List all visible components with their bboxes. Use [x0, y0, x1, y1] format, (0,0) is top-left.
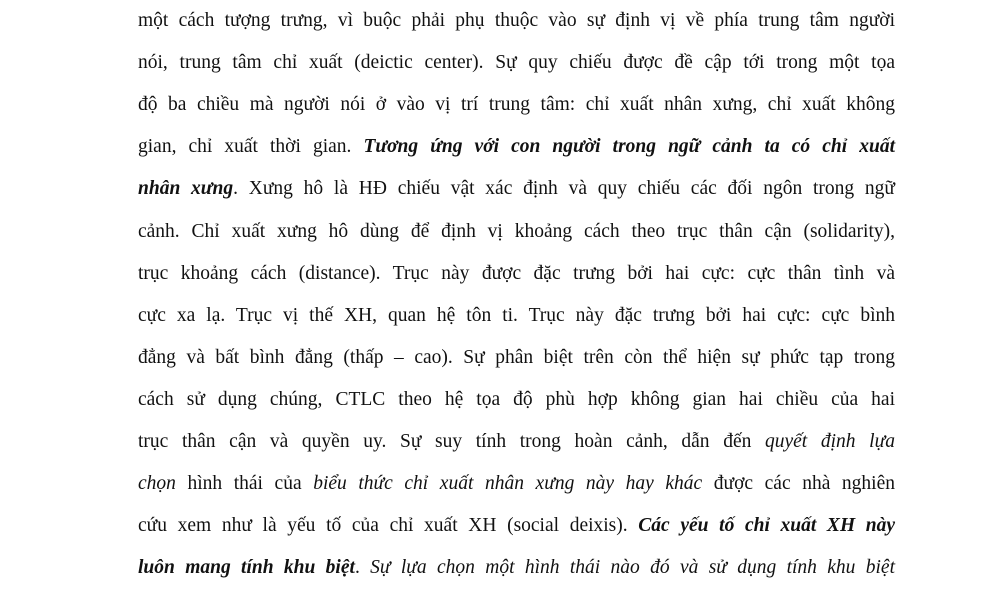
- text-run: cứu xem như là yếu tố của chỉ xuất XH (social deixis).: [138, 515, 639, 536]
- text-run: cảnh. Chỉ xuất xưng hô dùng để định vị khoảng cách theo trục thân cận (solidarity),: [138, 221, 895, 242]
- text-line: [138, 126, 895, 168]
- emphasis-bold-italic: Tương ứng với con người trong ngữ cảnh ta có chỉ xuất: [363, 136, 895, 157]
- emphasis-bold-italic: nhân xưng: [138, 178, 234, 199]
- emphasis-italic: chọn: [138, 473, 176, 494]
- emphasis-bold-italic: luôn mang tính khu biệt: [138, 557, 355, 578]
- text-line: [138, 421, 895, 463]
- emphasis-bold-italic: Các yếu tố chỉ xuất XH này: [638, 515, 896, 536]
- emphasis-italic: biểu thức chỉ xuất nhân xưng này hay khác: [313, 473, 703, 494]
- text-run: đẳng và bất bình đẳng (thấp – cao). Sự phân biệt trên còn thể hiện sự phức tạp trong: [138, 347, 895, 368]
- text-run: hình thái của: [175, 473, 314, 494]
- text-line: [138, 463, 895, 505]
- text-run: được các nhà nghiên: [702, 473, 896, 494]
- text-line: [138, 295, 895, 337]
- text-line: [138, 379, 895, 421]
- text-run: . Xưng hô là HĐ chiếu vật xác định và quy chiếu các đối ngôn trong ngữ: [233, 178, 895, 199]
- text-run: trục khoảng cách (distance). Trục này được đặc trưng bởi hai cực: cực thân tình và: [138, 263, 895, 284]
- text-line: [138, 168, 895, 210]
- text-run: .: [354, 557, 371, 578]
- text-line: [138, 253, 895, 295]
- text-line: [138, 547, 895, 589]
- text-run: cách sử dụng chúng, CTLC theo hệ tọa độ phù hợp không gian hai chiều của hai: [138, 389, 895, 410]
- text-line: [138, 42, 895, 84]
- text-line: [138, 505, 895, 547]
- text-line: [138, 0, 895, 42]
- text-run: nói, trung tâm chỉ xuất (deictic center). Sự quy chiếu được đề cập tới trong một tọa: [138, 52, 895, 73]
- text-line: [138, 211, 895, 253]
- text-run: gian, chỉ xuất thời gian.: [138, 136, 364, 157]
- text-run: trục thân cận và quyền uy. Sự suy tính trong hoàn cảnh, dẫn đến: [138, 431, 765, 452]
- emphasis-italic: Sự lựa chọn một hình thái nào đó và sử dụng tính khu biệt: [370, 557, 896, 578]
- emphasis-italic: quyết định lựa: [765, 431, 895, 452]
- text-line: [138, 337, 895, 379]
- text-line: [138, 84, 895, 126]
- text-run: độ ba chiều mà người nói ở vào vị trí trung tâm: chỉ xuất nhân xưng, chỉ xuất không: [138, 94, 895, 115]
- text-run: cực xa lạ. Trục vị thế XH, quan hệ tôn ti. Trục này đặc trưng bởi hai cực: cực bình: [138, 305, 895, 326]
- text-run: một cách tượng trưng, vì buộc phải phụ thuộc vào sự định vị về phía trung tâm người: [138, 10, 895, 31]
